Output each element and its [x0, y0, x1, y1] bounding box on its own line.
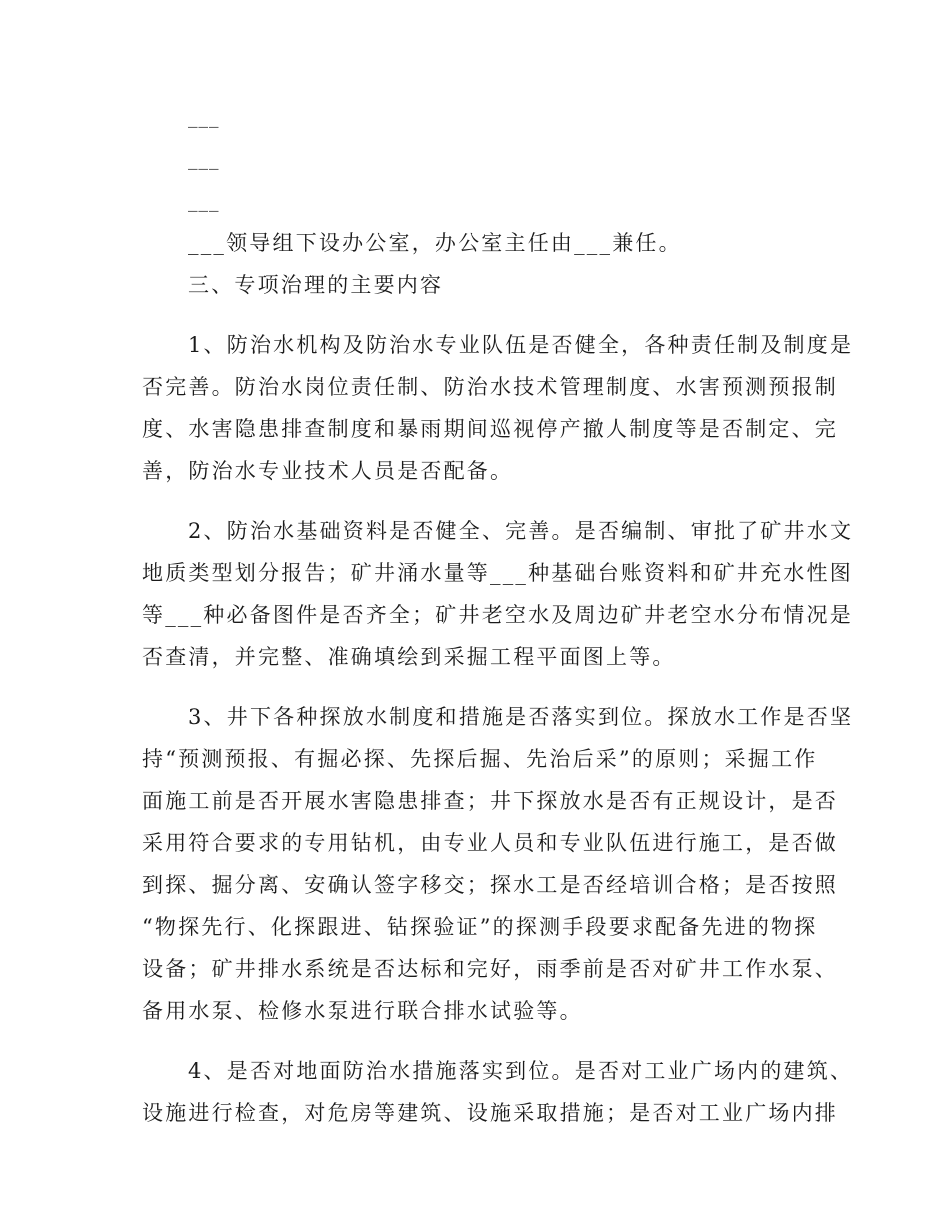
- paragraph-line: 地质类型划分报告；矿井涌水量等___种基础台账资料和矿井充水性图: [142, 561, 853, 585]
- document-page: [142, 96, 854, 1134]
- paragraph-line: 2、防治水基础资料是否健全、完善。是否编制、审批了矿井水文: [188, 519, 854, 543]
- paragraph-line: 到探、掘分离、安确认签字移交；探水工是否经培训合格；是否按照: [142, 873, 838, 897]
- paragraph-line: 否完善。防治水岗位责任制、防治水技术管理制度、水害预测预报制: [142, 375, 838, 399]
- office-line: ___领导组下设办公室，办公室主任由___兼任。: [188, 231, 682, 255]
- blank-line: ___: [188, 148, 220, 170]
- paragraph-line: 设备；矿井排水系统是否达标和完好，雨季前是否对矿井工作水泵、: [142, 957, 838, 981]
- paragraph-line: 1、防治水机构及防治水专业队伍是否健全，各种责任制及制度是: [188, 333, 854, 357]
- paragraph-line: 否查清，并完整、准确填绘到采掘工程平面图上等。: [142, 645, 676, 669]
- paragraph-line: 采用符合要求的专用钻机，由专业人员和专业队伍进行施工，是否做: [142, 831, 838, 855]
- paragraph-line: “物探先行、化探跟进、钻探验证”的探测手段要求配备先进的物探: [142, 915, 818, 939]
- blank-line: ___: [188, 190, 220, 212]
- paragraph-line: 面施工前是否开展水害隐患排查；井下探放水是否有正规设计，是否: [142, 789, 838, 813]
- paragraph-line: 3、井下各种探放水制度和措施是否落实到位。探放水工作是否坚: [188, 705, 854, 729]
- paragraph-line: 善，防治水专业技术人员是否配备。: [142, 459, 514, 483]
- paragraph-4: [142, 1050, 854, 1134]
- paragraph-2: [142, 510, 854, 678]
- paragraph-1: [142, 324, 854, 492]
- blank-line: ___: [188, 106, 220, 128]
- paragraph-line: 备用水泵、检修水泵进行联合排水试验等。: [142, 999, 583, 1023]
- paragraph-line: 持“预测预报、有掘必探、先探后掘、先治后采”的原则；采掘工作: [142, 747, 818, 771]
- paragraph-line: 等___种必备图件是否齐全；矿井老空水及周边矿井老空水分布情况是: [142, 603, 853, 627]
- section-title: 三、专项治理的主要内容: [188, 273, 444, 297]
- paragraph-3: [142, 696, 854, 1032]
- paragraph-line: 度、水害隐患排查制度和暴雨期间巡视停产撤人制度等是否制定、完: [142, 417, 838, 441]
- paragraph-line: 设施进行检查，对危房等建筑、设施采取措施；是否对工业广场内排: [142, 1101, 838, 1125]
- paragraph-line: 4、是否对地面防治水措施落实到位。是否对工业广场内的建筑、: [188, 1059, 854, 1083]
